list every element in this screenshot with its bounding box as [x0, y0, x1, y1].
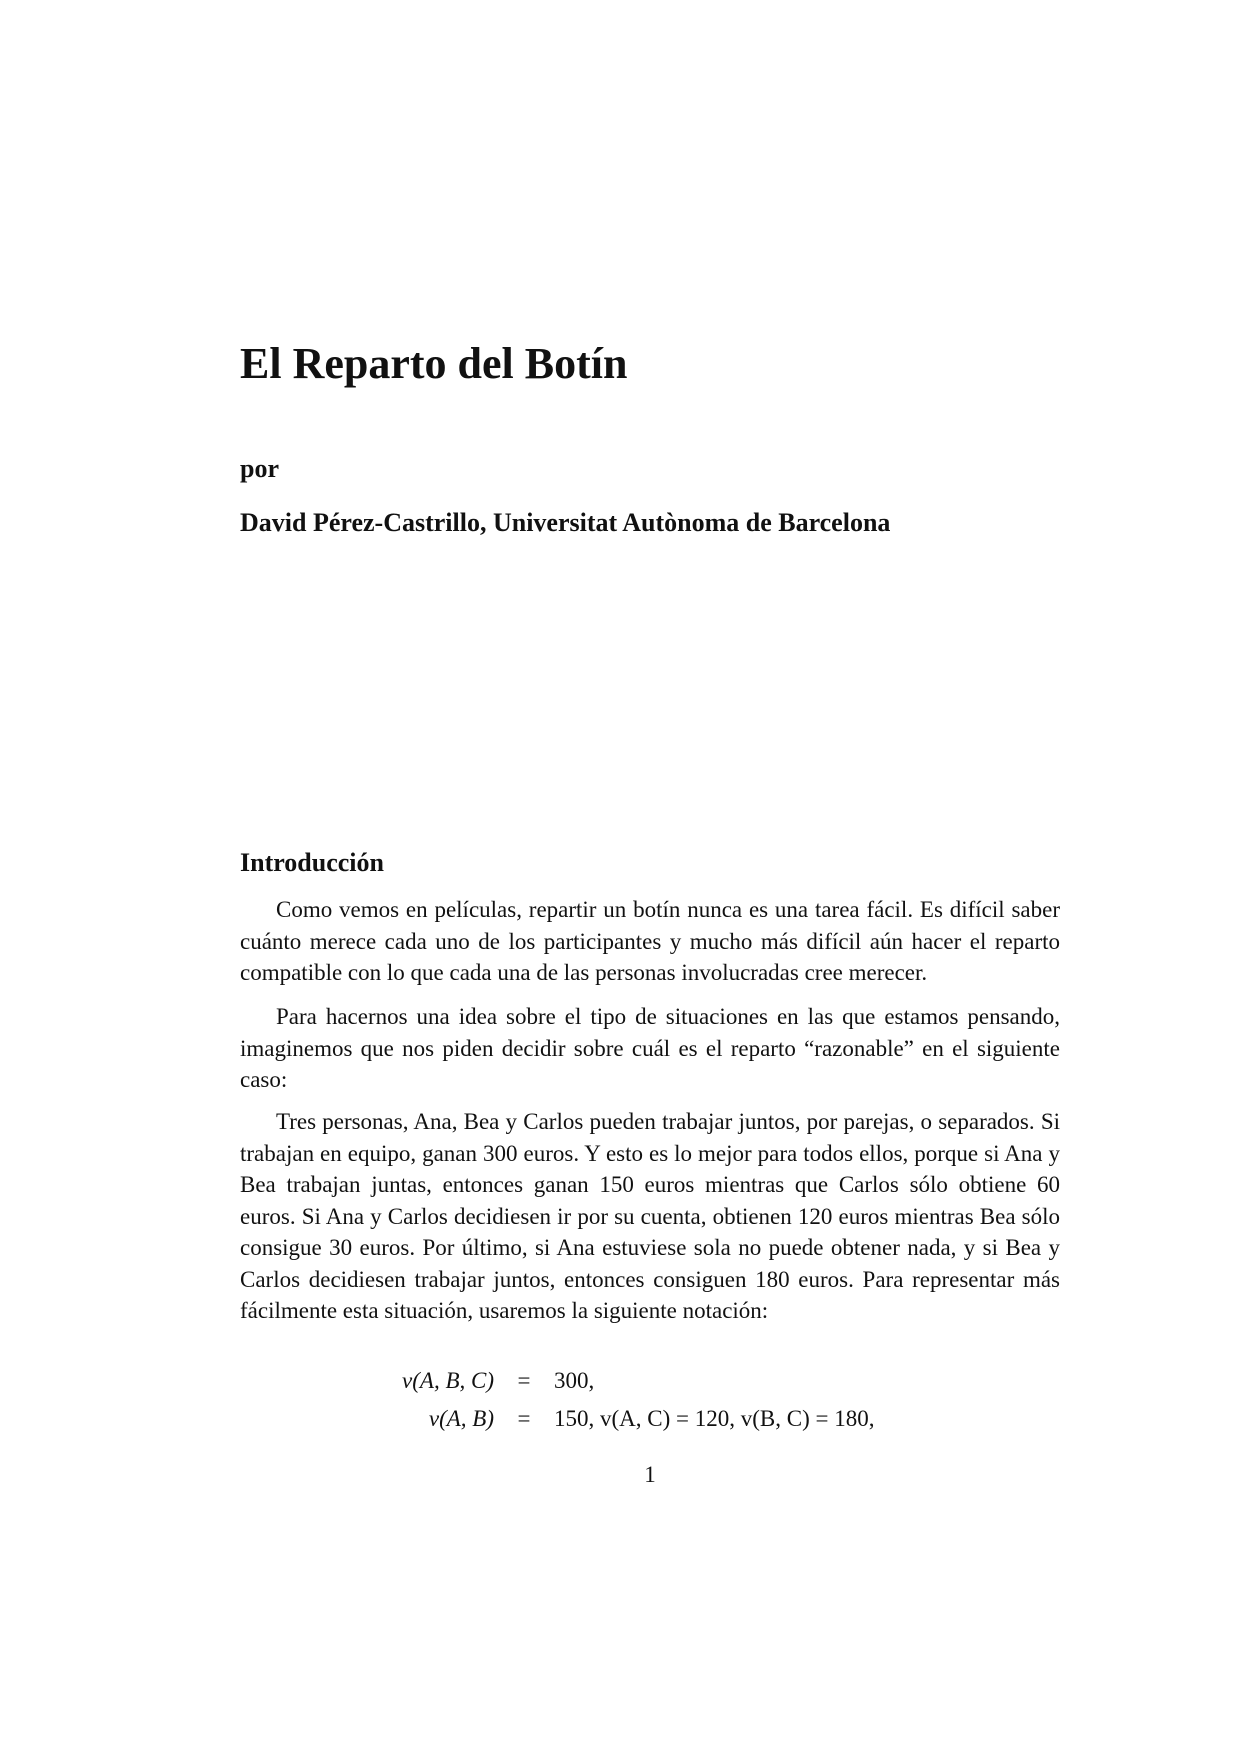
- section-heading-introduccion: Introducción: [240, 848, 384, 877]
- equation-lhs: v(A, B, C): [402, 1368, 494, 1393]
- page-number: 1: [644, 1462, 656, 1487]
- equation-row: [330, 1400, 874, 1438]
- author-affiliation: David Pérez-Castrillo, Universitat Autònoma de Barcelona: [240, 508, 891, 537]
- equation-equals: =: [517, 1406, 531, 1431]
- paragraph-3: Tres personas, Ana, Bea y Carlos pueden trabajar juntos, por parejas, o separados. Si trabajan en equipo, ganan 300 euros. Y esto es lo mejor para todos ellos, porque si Ana y Bea trabajan juntas, entonces ganan 150 euros mientras que Carlos sólo obtiene 60 euros. Si Ana y Carlos decidiesen ir por su cuenta, obtienen 120 euros mientras Bea sólo consigue 30 euros. Por último, si Ana estuviese sola no puede obtener nada, y si Bea y Carlos decidiesen trabajar juntos, entonces consiguen 180 euros. Para representar más fácilmente esta situación, usaremos la siguiente notación:: [240, 1109, 1060, 1323]
- equation-row: [330, 1362, 874, 1400]
- equation-rhs: 150, v(A, C) = 120, v(B, C) = 180,: [554, 1406, 875, 1431]
- equation-lhs: v(A, B): [428, 1406, 494, 1431]
- document-title: El Reparto del Botín: [240, 339, 628, 388]
- equation-block: [330, 1362, 874, 1438]
- byline-por: por: [240, 454, 279, 483]
- paragraph-2: Para hacernos una idea sobre el tipo de situaciones en las que estamos pensando, imaginemos que nos piden decidir sobre cuál es el reparto “razonable” en el siguiente caso:: [240, 1004, 1060, 1092]
- equation-rhs: 300,: [554, 1368, 595, 1393]
- equation-equals: =: [517, 1368, 531, 1393]
- paragraph-1: Como vemos en películas, repartir un botín nunca es una tarea fácil. Es difícil saber cuánto merece cada uno de los participantes y mucho más difícil aún hacer el reparto compatible con lo que cada una de las personas involucradas cree merecer.: [240, 897, 1060, 985]
